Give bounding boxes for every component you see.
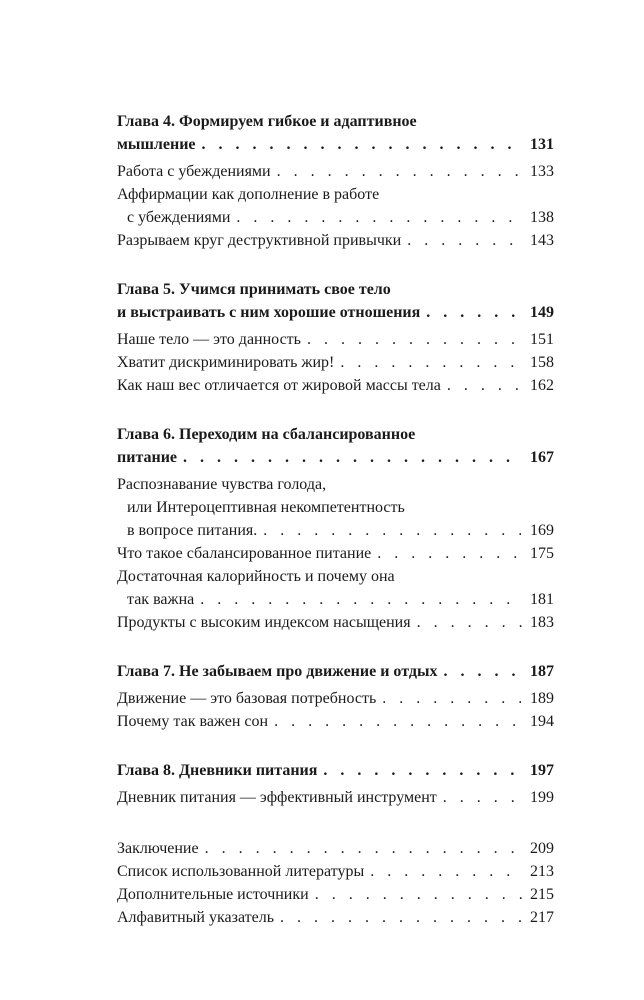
page-number: 209 [530,840,554,857]
leader-dots [377,542,522,565]
page-number: 197 [530,762,554,779]
entry-title: Разрываем круг деструктивной привычки [117,232,402,249]
leader-dots [447,374,522,397]
entry-title: Движение — это базовая потребность [117,690,377,707]
chapter-5 [117,278,554,397]
leader-dots [340,351,522,374]
toc-entry [117,611,554,634]
leader-dots [307,328,522,351]
chapter-title-line: Глава 4. Формируем гибкое и адаптивное [117,113,417,130]
toc-entry [117,351,554,374]
leader-dots [183,446,522,469]
leader-dots [426,301,522,324]
leader-dots [315,883,522,906]
page-number: 138 [530,209,554,226]
leader-dots [417,611,522,634]
page-number: 167 [530,449,554,466]
leader-dots [280,906,522,929]
leader-dots [323,759,522,782]
chapter-title-line: Глава 6. Переходим на сбалансированное [117,426,416,443]
back-matter-entry [117,883,554,906]
entry-title: Наше тело — это данность [117,331,301,348]
toc-entry [117,229,554,252]
leader-dots [274,710,522,733]
page-number: 131 [530,136,554,153]
leader-dots [407,229,522,252]
entry-title: Что такое сбалансированное питание [117,545,372,562]
back-matter [117,837,554,929]
page-number: 199 [530,789,554,806]
page-number: 162 [530,377,554,394]
leader-dots [205,837,522,860]
toc-entry [117,183,554,229]
entry-title: Хватит дискриминировать жир! [117,354,335,371]
chapter-title [117,759,554,782]
page-number: 143 [530,232,554,249]
entry-title: так важна [127,591,195,608]
back-matter-entry [117,837,554,860]
leader-dots [202,133,522,156]
page-number: 158 [530,354,554,371]
page-number: 169 [530,522,554,539]
leader-dots [236,206,522,229]
entry-title: или Интероцептивная некомпетентность [127,499,405,516]
leader-dots [277,160,522,183]
chapter-title-line: питание [117,449,178,466]
chapter-title-line: и выстраивать с ним хорошие отношения [117,304,421,321]
entry-title: Аффирмации как дополнение в работе [117,186,380,203]
page-number: 133 [530,163,554,180]
toc-entry [117,473,554,542]
leader-dots [443,786,522,809]
chapter-title [117,278,554,324]
leader-dots [370,860,522,883]
table-of-contents [117,110,554,929]
entry-title: Почему так важен сон [117,713,269,730]
leader-dots [200,588,522,611]
page-number: 149 [530,304,554,321]
entry-title: Заключение [117,840,199,857]
chapter-title-line: мышление [117,136,196,153]
entry-title: с убеждениями [127,209,231,226]
chapter-4 [117,110,554,252]
page-number: 189 [530,690,554,707]
toc-entry [117,687,554,710]
page-number: 181 [530,591,554,608]
toc-entry [117,565,554,611]
entry-title: Список использованной литературы [117,863,365,880]
chapter-title-line: Глава 7. Не забываем про движение и отдых [117,663,438,680]
toc-entry [117,786,554,809]
chapter-8 [117,759,554,809]
entry-title: Дополнительные источники [117,886,309,903]
toc-entry [117,542,554,565]
toc-entry [117,710,554,733]
chapter-6 [117,423,554,634]
page-number: 215 [530,886,554,903]
toc-entry [117,328,554,351]
page-number: 213 [530,863,554,880]
page-number: 151 [530,331,554,348]
leader-dots [263,519,522,542]
leader-dots [443,660,522,683]
entry-title: Продукты с высоким индексом насыщения [117,614,411,631]
back-matter-entry [117,906,554,929]
entry-title: Как наш вес отличается от жировой массы тела [117,377,441,394]
entry-title: Достаточная калорийность и почему она [117,568,395,585]
chapter-title [117,660,554,683]
leader-dots [382,687,522,710]
entry-title: Дневник питания — эффективный инструмент [117,789,437,806]
page-number: 175 [530,545,554,562]
entry-title: Алфавитный указатель [117,909,275,926]
back-matter-entry [117,860,554,883]
entry-title: Распознавание чувства голода, [117,476,327,493]
chapter-title-line: Глава 5. Учимся принимать свое тело [117,281,391,298]
page-number: 194 [530,713,554,730]
toc-entry [117,160,554,183]
chapter-title [117,423,554,469]
chapter-7 [117,660,554,733]
chapter-title-line: Глава 8. Дневники питания [117,762,318,779]
entry-title: Работа с убеждениями [117,163,271,180]
page-number: 183 [530,614,554,631]
toc-entry [117,374,554,397]
chapter-title [117,110,554,156]
page-number: 217 [530,909,554,926]
entry-title: в вопросе питания. [127,522,258,539]
page-number: 187 [530,663,554,680]
